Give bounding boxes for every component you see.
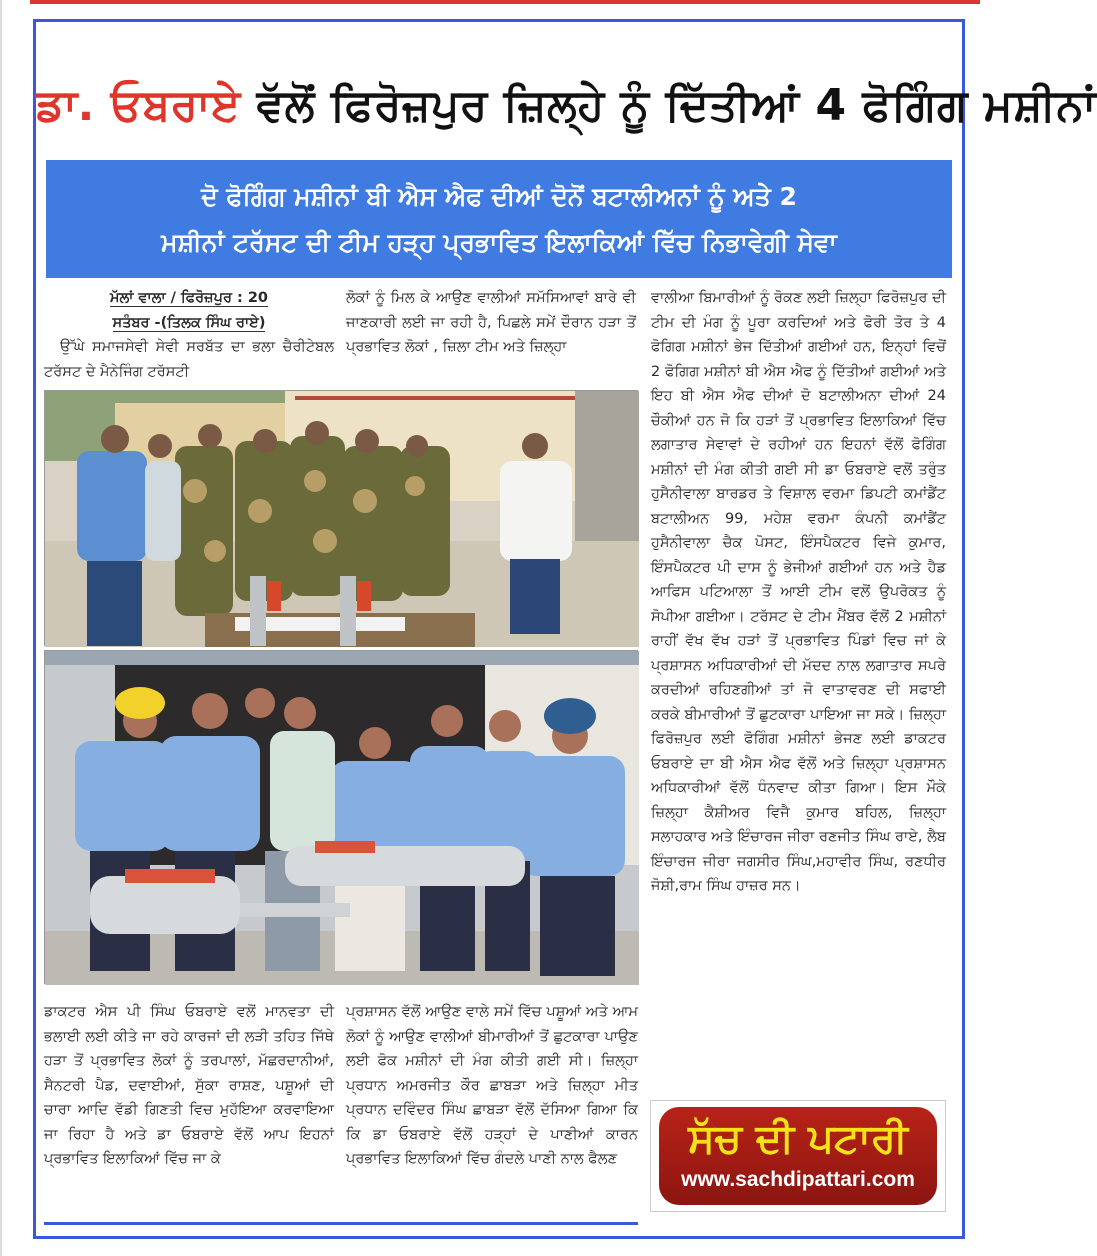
headline-black-part: ਵੱਲੋਂ ਫਿਰੋਜ਼ਪੁਰ ਜ਼ਿਲ੍ਹੇ ਨੂੰ ਦਿੱਤੀਆਂ 4 ਫੋਗਿੰਗ ਮਸ਼ੀਨਾਂ [256, 80, 1097, 131]
column-1-top-text: ਉੱਘੇ ਸਮਾਜਸੇਵੀ ਸੇਵੀ ਸਰਬੱਤ ਦਾ ਭਲਾ ਚੈਰੀਟੇਬਲ ਟਰੱਸਟ ਦੇ ਮੈਨੇਜਿੰਗ ਟਰੱਸਟੀ [44, 339, 334, 380]
dateline [44, 286, 334, 335]
news-article-frame [33, 19, 1097, 1239]
column-1-top [44, 286, 334, 384]
column-2-top [346, 286, 636, 360]
bottom-column-rule [44, 1222, 638, 1225]
column-3-text: ਵਾਲੀਆ ਬਿਮਾਰੀਆਂ ਨੂੰ ਰੋਕਣ ਲਈ ਜ਼ਿਲ੍ਹਾ ਫਿਰੋਜ਼ਪੁਰ ਦੀ ਟੀਮ ਦੀ ਮੰਗ ਨੂੰ ਪੂਰਾ ਕਰਦਿਆਂ ਅਤੇ ਫੋਰੀ ਤੋਰ ਤੇ 4 ਫੋਗਿਗ ਮਸ਼ੀਨਾਂ ਭੇਜ ਦਿੱਤੀਆਂ ਗਈਆਂ ਹਨ, ਇਨ੍ਹਾਂ ਵਿਚੋਂ 2 ਫੋਗਿਗ ਮਸ਼ੀਨਾਂ ਬੀ ਐਸ ਐਫ ਨੂੰ ਦਿੱਤੀਆਂ ਗਈਆਂ ਅਤੇ ਇਹ ਬੀ ਐਸ ਐਫ ਦੀਆਂ ਦੋ ਬਟਾਲੀਅਨਾ ਦੀਆਂ 24 ਚੌਕੀਆਂ ਹਨ ਜੋ ਕਿ ਹੜਾਂ ਤੋਂ ਪ੍ਰਭਾਵਿਤ ਇਲਾਕਿਆਂ ਵਿੱਚ ਲਗਾਤਾਰ ਸੇਵਾਵਾਂ ਦੇ ਰਹੀਆਂ ਹਨ ਇਹਨਾਂ ਵੱਲੋਂ ਫੋਗਿੰਗ ਮਸ਼ੀਨਾਂ ਦੀ ਮੰਗ ਕੀਤੀ ਗਈ ਸੀ ਡਾ ਓਬਰਾਏ ਵਲੋਂ ਤਰੁੰਤ ਹੁਸੈਨੀਵਾਲਾ ਬਾਰਡਰ ਤੇ ਵਿਸ਼ਾਲ ਵਰਮਾ ਡਿਪਟੀ ਕਮਾਂਡੈਂਟ ਬਟਾਲੀਅਨ 99, ਮਹੇਸ਼ ਵਰਮਾ ਕੰਪਨੀ ਕਮਾਂਡੈਂਟ ਹੁਸੈਨੀਵਾਲਾ ਚੈਕ ਪੋਸਟ, ਇੰਸਪੈਕਟਰ ਵਿਜੇ ਕੁਮਾਰ, ਇੰਸਪੈਕਟਰ ਪੀ ਦਾਸ ਨੂੰ ਭੇਜੀਆਂ ਗਈਆਂ ਹਨ ਅਤੇ ਹੈਡ ਆਫਿਸ ਪਟਿਆਲਾ ਤੋਂ ਆਈ ਟੀਮ ਵਲੋਂ ਉਪਰੋਕਤ ਨੂੰ ਸੋਪੀਆ ਗਈਆ। ਟਰੱਸਟ ਦੇ ਟੀਮ ਮੈਂਬਰ ਵੱਲੋਂ 2 ਮਸ਼ੀਨਾਂ ਰਾਹੀਂ ਵੱਖ ਵੱਖ ਹੜਾਂ ਤੋਂ ਪ੍ਰਭਾਵਿਤ ਪਿੰਡਾਂ ਵਿਚ ਜਾਂ ਕੇ ਪ੍ਰਸ਼ਾਸਨ ਅਧਿਕਾਰੀਆਂ ਦੀ ਮੱਦਦ ਨਾਲ ਲਗਾਤਾਰ ਸਪਰੇ ਕਰਦੀਆਂ ਰਹਿਣਗੀਆਂ ਤਾਂ ਜੋ ਵਾਤਾਵਰਣ ਦੀ ਸਫਾਈ ਕਰਕੇ ਬੀਮਾਰੀਆਂ ਤੋਂ ਛੁਟਕਾਰਾ ਪਾਇਆ ਜਾ ਸਕੇ। ਜ਼ਿਲ੍ਹਾ ਫਿਰੋਜ਼ਪੁਰ ਲਈ ਫੋਗਿੰਗ ਮਸ਼ੀਨਾਂ ਭੇਜਣ ਲਈ ਡਾਕਟਰ ਓਬਰਾਏ ਦਾ ਬੀ ਐਸ ਐਫ ਵੱਲੋਂ ਅਤੇ ਜ਼ਿਲ੍ਹਾ ਪ੍ਰਸ਼ਾਸਨ ਅਧਿਕਾਰੀਆਂ ਵੱਲੋਂ ਧੰਨਵਾਦ ਕੀਤਾ ਗਿਆ। ਇਸ ਮੌਕੇ ਜ਼ਿਲ੍ਹਾ ਕੈਸ਼ੀਅਰ ਵਿਜੈ ਕੁਮਾਰ ਬਹਿਲ, ਜ਼ਿਲ੍ਹਾ ਸਲਾਹਕਾਰ ਅਤੇ ਇੰਚਾਰਜ ਜੀਰਾ ਰਣਜੀਤ ਸਿੰਘ ਰਾਏ, ਲੈਬ ਇੰਚਾਰਜ ਜੀਰਾ ਜਗਸੀਰ ਸਿੰਘ,ਮਹਾਵੀਰ ਸਿੰਘ, ਰਣਧੀਰ ਜੋਸ਼ੀ,ਰਾਮ ਸਿੰਘ ਹਾਜ਼ਰ ਸਨ। [651, 290, 946, 894]
page-edge [0, 0, 2, 1256]
photo-trust-team-illustration [45, 651, 639, 985]
photo-bsf-group-illustration [45, 391, 639, 647]
photo-trust-team [44, 650, 638, 984]
headline-red-part: ਡਾ. ਓਬਰਾਏ [36, 80, 241, 131]
subheadline-banner [46, 160, 952, 278]
dateline-line-1: ਮੱਲਾਂ ਵਾਲਾ / ਫਿਰੋਜ਼ਪੁਰ : 20 [109, 290, 269, 306]
column-2-top-text: ਲੋਕਾਂ ਨੂੰ ਮਿਲ ਕੇ ਆਉਣ ਵਾਲੀਆਂ ਸਮੱਸਿਆਵਾਂ ਬਾਰੇ ਵੀ ਜਾਣਕਾਰੀ ਲਈ ਜਾ ਰਹੀ ਹੈ, ਪਿਛਲੇ ਸਮੇਂ ਦੌਰਾਨ ਹੜਾ ਤੋਂ ਪ੍ਰਭਾਵਿਤ ਲੋਕਾਂ , ਜ਼ਿਲਾ ਟੀਮ ਅਤੇ ਜ਼ਿਲ੍ਹਾ [346, 290, 636, 355]
headline [36, 74, 1097, 138]
column-2-bottom [346, 1000, 638, 1172]
top-red-rule [30, 0, 980, 4]
logo-title: ਸੱਚ ਦੀ ਪਟਾਰੀ [688, 1116, 908, 1162]
dateline-line-2: ਸਤੰਬਰ -(ਤਿਲਕ ਸਿੰਘ ਰਾਏ) [112, 314, 266, 331]
subheadline-line-1: ਦੋ ਫੋਗਿੰਗ ਮਸ਼ੀਨਾਂ ਬੀ ਐਸ ਐਫ ਦੀਆਂ ਦੋਨੋਂ ਬਟਾਲੀਅਨਾਂ ਨੂੰ ਅਤੇ 2 [201, 182, 797, 211]
subheadline-line-2: ਮਸ਼ੀਨਾਂ ਟਰੱਸਟ ਦੀ ਟੀਮ ਹੜ੍ਹ ਪ੍ਰਭਾਵਿਤ ਇਲਾਕਿਆਂ ਵਿੱਚ ਨਿਭਾਵੇਗੀ ਸੇਵਾ [161, 228, 837, 257]
column-1-bottom [44, 1000, 334, 1172]
column-1-bottom-text: ਡਾਕਟਰ ਐਸ ਪੀ ਸਿੰਘ ਓਬਰਾਏ ਵਲੋਂ ਮਾਨਵਤਾ ਦੀ ਭਲਾਈ ਲਈ ਕੀਤੇ ਜਾ ਰਹੇ ਕਾਰਜਾਂ ਦੀ ਲੜੀ ਤਹਿਤ ਜਿੱਥੇ ਹੜਾ ਤੋਂ ਪ੍ਰਭਾਵਿਤ ਲੋਕਾਂ ਨੂੰ ਤਰਪਾਲਾਂ, ਮੱਛਰਦਾਨੀਆਂ, ਸੈਨਟਰੀ ਪੈਡ, ਦਵਾਈਆਂ, ਸੁੱਕਾ ਰਾਸ਼ਣ, ਪਸ਼ੂਆਂ ਦੀ ਚਾਰਾ ਆਦਿ ਵੱਡੀ ਗਿਣਤੀ ਵਿਚ ਮੁਹੱਇਆ ਕਰਵਾਇਆ ਜਾ ਰਿਹਾ ਹੈ ਅਤੇ ਡਾ ਓਬਰਾਏ ਵੱਲੋਂ ਆਪ ਇਹਨਾਂ ਪ੍ਰਭਾਵਿਤ ਇਲਾਕਿਆਂ ਵਿੱਚ ਜਾ ਕੇ [44, 1004, 334, 1167]
column-2-bottom-text: ਪ੍ਰਸ਼ਾਸਨ ਵੱਲੋਂ ਆਉਣ ਵਾਲੇ ਸਮੇਂ ਵਿੱਚ ਪਸ਼ੂਆਂ ਅਤੇ ਆਮ ਲੋਕਾਂ ਨੂੰ ਆਉਣ ਵਾਲੀਆਂ ਬੀਮਾਰੀਆਂ ਤੋਂ ਛੁਟਕਾਰਾ ਪਾਉਣ ਲਈ ਫੋਕ ਮਸ਼ੀਨਾਂ ਦੀ ਮੰਗ ਕੀਤੀ ਗਈ ਸੀ। ਜ਼ਿਲ੍ਹਾ ਪ੍ਰਧਾਨ ਅਮਰਜੀਤ ਕੌਰ ਛਾਬੜਾ ਅਤੇ ਜ਼ਿਲ੍ਹਾ ਮੀਤ ਪ੍ਰਧਾਨ ਦਵਿੰਦਰ ਸਿੰਘ ਛਾਬੜਾ ਵੱਲੋਂ ਦੱਸਿਆ ਗਿਆ ਕਿ ਕਿ ਡਾ ਓਬਰਾਏ ਵੱਲੋਂ ਹੜ੍ਹਾਂ ਦੇ ਪਾਣੀਆਂ ਕਾਰਨ ਪ੍ਰਭਾਵਿਤ ਇਲਾਕਿਆਂ ਵਿੱਚ ਗੰਦਲੇ ਪਾਣੀ ਨਾਲ ਫੈਲਣ [346, 1004, 638, 1167]
sach-di-pattari-logo-box [650, 1100, 946, 1212]
column-3 [651, 286, 946, 899]
logo-url: www.sachdipattari.com [681, 1168, 915, 1191]
photo-bsf-group [44, 390, 638, 646]
sach-di-pattari-logo [659, 1107, 937, 1205]
